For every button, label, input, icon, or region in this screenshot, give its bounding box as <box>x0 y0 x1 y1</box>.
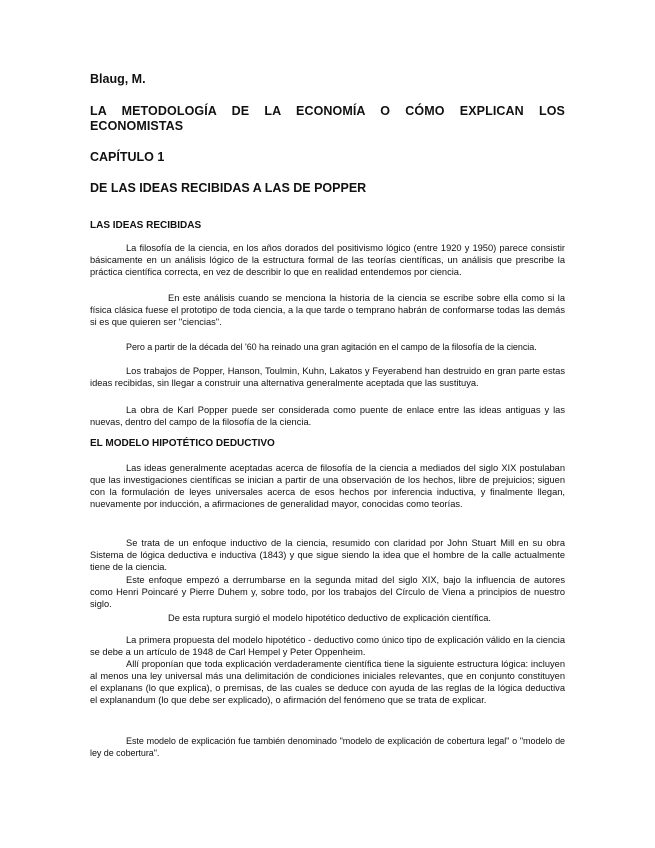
paragraph: La filosofía de la ciencia, en los años dorados del positivismo lógico (entre 1920 y 1950) parece consistir básicamente en un análisis lógico de la estructura formal de las teorías científicas, un análisis que prescribe la práctica científica correcta, en vez de describir lo que en realidad entendemos por ciencia. <box>90 243 565 277</box>
paragraph: Este enfoque empezó a derrumbarse en la segunda mitad del siglo XIX, bajo la influencia de autores como Henri Poincaré y Pierre Duhem y, sobre todo, por los trabajos del Círculo de Viena a principios de nuestro siglo. <box>90 575 565 609</box>
book-title: LA METODOLOGÍA DE LA ECONOMÍA O CÓMO EXPLICAN LOS ECONOMISTAS <box>90 104 565 133</box>
section-heading: LAS IDEAS RECIBIDAS <box>90 220 202 231</box>
paragraph: Se trata de un enfoque inductivo de la ciencia, resumido con claridad por John Stuart Mill en su obra Sistema de lógica deductiva e inductiva (1843) y que sigue siendo la idea que el hombre de la calle actualmente tiene de la ciencia. <box>90 538 565 572</box>
paragraph: Pero a partir de la década del '60 ha reinado una gran agitación en el campo de la filosofía de la ciencia. <box>126 342 537 352</box>
paragraph: La obra de Karl Popper puede ser considerada como puente de enlace entre las ideas antiguas y las nuevas, dentro del campo de la filosofía de la ciencia. <box>90 405 565 427</box>
paragraph: Allí proponían que toda explicación verdaderamente científica tiene la siguiente estructura lógica: incluyen al menos una ley universal más una delimitación de condiciones iniciales relevantes, que en conjunto constituyen el explanans (lo que explica), o premisas, de las cuales se deduce con ayuda de las reglas de la lógica deductiva el explanandum (lo que debe ser explicado), o afirmación del fenómeno que se trata de explicar. <box>90 659 565 705</box>
paragraph: De esta ruptura surgió el modelo hipotético deductivo de explicación científica. <box>168 613 491 623</box>
chapter-label: CAPÍTULO 1 <box>90 150 165 164</box>
author-name: Blaug, M. <box>90 72 146 86</box>
chapter-title: DE LAS IDEAS RECIBIDAS A LAS DE POPPER <box>90 181 367 195</box>
paragraph: Los trabajos de Popper, Hanson, Toulmin, Kuhn, Lakatos y Feyerabend han destruido en gran parte estas ideas recibidas, sin llegar a construir una alternativa generalmente aceptada que las sustituya. <box>90 366 565 388</box>
section-heading: EL MODELO HIPOTÉTICO DEDUCTIVO <box>90 438 275 449</box>
paragraph: La primera propuesta del modelo hipotético - deductivo como único tipo de explicación válido en la ciencia se debe a un artículo de 1948 de Carl Hempel y Peter Oppenheim. <box>90 635 565 657</box>
paragraph: En este análisis cuando se menciona la historia de la ciencia se escribe sobre ella como si la física clásica fuese el prototipo de toda ciencia, a la que tarde o temprano habrán de conformarse todas las demás si es que quieren ser "ciencias". <box>90 293 565 327</box>
paragraph: Este modelo de explicación fue también denominado "modelo de explicación de cobertura legal" o "modelo de ley de cobertura". <box>90 736 565 758</box>
paragraph: Las ideas generalmente aceptadas acerca de filosofía de la ciencia a mediados del siglo XIX postulaban que las investigaciones científicas se inician a partir de una observación de los hechos, libre de prejuicios; siguen con la formulación de leyes universales acerca de esos hechos por inferencia inductiva, y finalmente llegan, nuevamente por inducción, a afirmaciones de generalidad mayor, conocidas como teorías. <box>90 463 565 509</box>
